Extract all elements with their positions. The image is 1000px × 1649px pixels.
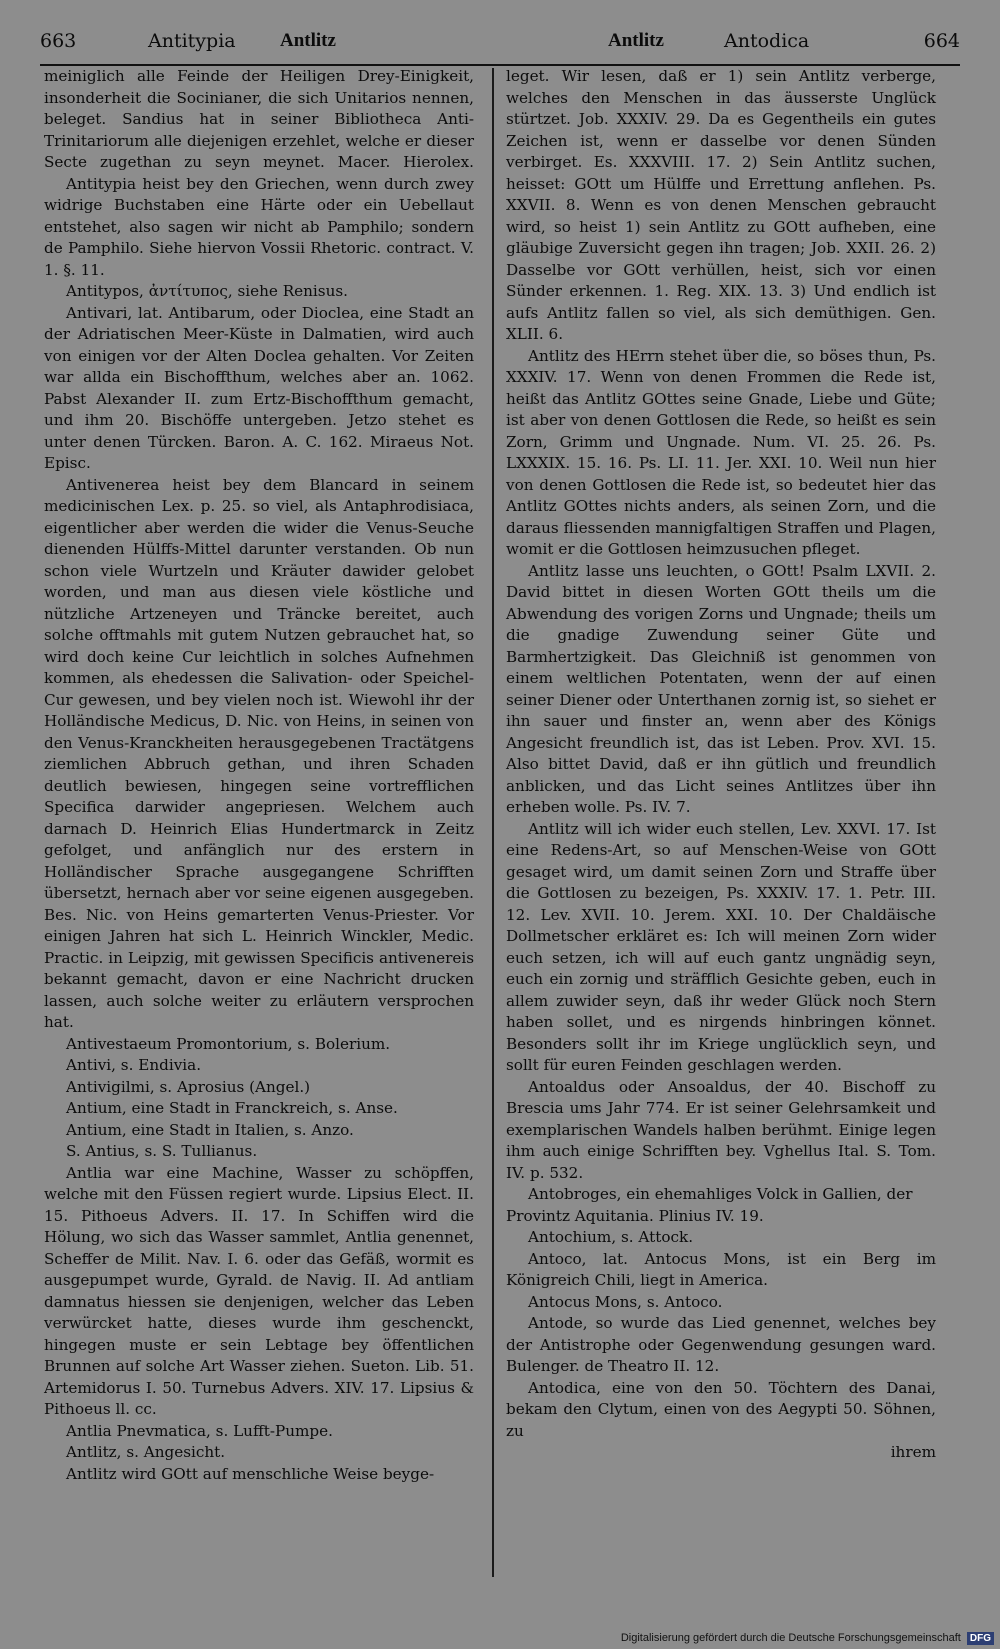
- entry-antlitz-stellen: Antlitz will ich wider euch stellen, Lev. XXVI. 17. Ist eine Redens-Art, so auf Menschen-Weise von GOtt gesaget wird, um damit seinen Zorn und Straffe über die Gottlosen zu bezeigen, Ps. XXXIV. 17. 1. Petr. III. 12. Lev. XVII. 10. Jerem. XXI. 10. Der Chaldäische Dollmetscher erkläret es: Ich will meinen Zorn wider euch setzen, ich will auf euch gantz ungnädig seyn, euch ein zornig und sträfflich Gesichte geben, euch in allem zuwider seyn, daß ihr weder Glück noch Stern haben sollet, und es nirgends hinbringen könnet. Besonders sollt ihr im Kriege unglücklich seyn, und sollt für euren Feinden geschlagen werden.: [506, 819, 936, 1074]
- column-divider: [492, 68, 494, 1577]
- entry-antlia: Antlia war eine Machine, Wasser zu schöpffen, welche mit den Füssen regiert wurde. Lipsius Elect. II. 15. Pithoeus Advers. II. 17. In Schiffen wird die Hölung, wo sich das Wasser sammlet, Antlia genennet, Scheffer de Milit. Nav. I. 6. oder das Gefäß, wormit es ausgepumpet wurde, Gyrald. de Navig. II. Ad antliam damnatus hiessen sie denjenigen, welcher das Leben verwürcket hatte, dieses wurde ihm geschenckt, hingegen muste er sein Lebtage bey öffentlichen Brunnen auf solche Art Wasser ziehen. Sueton. Lib. 51. Artemidorus I. 50. Turnebus Advers. XIV. 17. Lipsius & Pithoeus ll. cc.: [44, 1163, 474, 1418]
- dfg-logo: DFG: [967, 1632, 994, 1645]
- column-title-right: Antlitz: [608, 30, 664, 51]
- entry-antocus-mons: Antocus Mons, s. Antoco.: [528, 1292, 723, 1311]
- headword-right: Antodica: [724, 30, 810, 52]
- column-title-left: Antlitz: [280, 30, 336, 51]
- entry-antlitz-des-herrn: Antlitz des HErrn stehet über die, so böses thun, Ps. XXXIV. 17. Wenn von denen Frommen die Rede ist, heißt das Antlitz GOttes seine Gnade, Liebe und Güte; ist aber von denen Gottlosen die Rede, so heißt es sein Zorn, Grimm und Ungnade. Num. VI. 25. 26. Ps. LXXXIX. 15. 16. Ps. LI. 11. Jer. XXI. 10. Weil nun hier von denen Gottlosen die Rede ist, so bedeutet hier das Antlitz GOttes nichts anders, als seinen Zorn, und die daraus fliessenden mannigfaltigen Straffen und Plagen, womit er die Gottlosen heimzusuchen pfleget.: [506, 346, 936, 558]
- entry-antivi: Antivi, s. Endivia.: [66, 1056, 202, 1074]
- entry-antlitz-cont: leget. Wir lesen, daß er 1) sein Antlitz verberge, welches den Menschen in das äusserste Unglück stürtzet. Job. XXXIV. 29. Da es Gegentheils ein gutes Zeichen ist, wenn er dasselbe vor denen Sünden verbirget. Es. XXXVIII. 17. 2) Sein Antlitz suchen, heisset: GOtt um Hülffe und Errettung anflehen. Ps. XXVII. 8. Wenn es von denen Menschen gebraucht wird, so heist 1) sein Antlitz zu GOtt aufheben, eine gläubige Zuversicht gegen ihn tragen; Job. XXII. 26. 2) Dasselbe vor GOtt verhüllen, heist, sich vor einen Sünder erkennen. 1. Reg. XIX. 13. 3) Und endlich ist aufs Antlitz fallen so viel, als sich demüthigen. Gen. XLII. 6.: [506, 67, 936, 343]
- entry-antochium: Antochium, s. Attock.: [528, 1228, 694, 1246]
- entry-antivestaeum: Antivestaeum Promontorium, s. Bolerium.: [66, 1034, 391, 1053]
- entry-paragraph: meiniglich alle Feinde der Heiligen Drey-Einigkeit, insonderheit die Socinianer, die sich Unitarios nennen, beleget. Sandius hat in seiner Bibliotheca Anti-Trinitariorum alle diejenigen erzehlet, welche er dieser Secte zugethan zu seyn meynet. Macer. Hierolex.: [44, 67, 474, 171]
- entry-antivigilmi: Antivigilmi, s. Aprosius (Angel.): [66, 1077, 311, 1096]
- entry-s-antius: S. Antius, s. S. Tullianus.: [66, 1142, 258, 1160]
- entry-antlia-pnevmatica: Antlia Pnevmatica, s. Lufft-Pumpe.: [66, 1421, 333, 1440]
- entry-antitypia: Antitypia heist bey den Griechen, wenn durch zwey widrige Buchstaben eine Härte oder ein Uebellaut entstehet, also sagen wir nicht ab Pamphilo; sondern de Pamphilo. Siehe hiervon Vossii Rhetoric. contract. V. 1. §. 11.: [44, 174, 474, 279]
- entry-antitypos: Antitypos, ἀντίτυπος, siehe Renisus.: [66, 282, 348, 300]
- entry-antoaldus: Antoaldus oder Ansoaldus, der 40. Bischoff zu Brescia ums Jahr 774. Er ist seiner Gelehrsamkeit und exemplarischen Wandels halben berühmt. Einige legen ihm auch einige Schrifften bey. Vghellus Ital. S. Tom. IV. p. 532.: [506, 1077, 936, 1182]
- credit-text: Digitalisierung gefördert durch die Deutsche Forschungsgemeinschaft: [620, 1632, 961, 1644]
- entry-antlitz-start: Antlitz wird GOtt auf menschliche Weise beyge-: [66, 1464, 435, 1483]
- entry-antivenerea: Antivenerea heist bey dem Blancard in seinem medicinischen Lex. p. 25. so viel, als Antaphrodisiaca, eigentlicher aber werden die wider die Venus-Seuche dienenden Hülffs-Mittel darunter verstanden. Ob nun schon viele Wurtzeln und Kräuter dawider gelobet worden, und man aus diesen viele köstliche und nützliche Artzeneyen und Träncke bereitet, auch solche offtmahls mit gutem Nutzen gebrauchet hat, so wird doch keine Cur leichtlich in solches Aufnehmen kommen, als ehedessen die Salivation- oder Speichel-Cur gewesen, und bey vielen noch ist. Wiewohl ihr der Holländische Medicus, D. Nic. von Heins, in seinen von den Venus-Kranckheiten herausgegebenen Tractätgens ziemlichen Abbruch gethan, und ihren Schaden deutlich bewiesen, hingegen seine vortrefflichen Specifica darwider angepriesen. Welchem auch darnach D. Heinrich Elias Hundertmarck in Zeitz gefolget, und anfänglich nur des erstern in Holländischer Sprache ausgegangene Schrifften übersetzt, hernach aber vor seine eigenen ausgegeben. Bes. Nic. von Heins gemarterten Venus-Priester. Vor einigen Jahren hat sich L. Heinrich Winckler, Medic. Practic. in Leipzig, mit gewissen Specificis antivenereis bekannt gemacht, davon er eine Nachricht drucken lassen, auch solche weiter zu erläutern versprochen hat.: [44, 475, 474, 1031]
- entry-antoco: Antoco, lat. Antocus Mons, ist ein Berg im Königreich Chili, liegt in America.: [506, 1249, 936, 1289]
- digitization-credit: [621, 1632, 994, 1645]
- page-number-right: 664: [923, 30, 960, 52]
- entry-antode: Antode, so wurde das Lied genennet, welches bey der Antistrophe oder Gegenwendung gesungen ward. Bulenger. de Theatro II. 12.: [506, 1314, 936, 1375]
- left-column: [44, 66, 474, 1485]
- entry-antivari: Antivari, lat. Antibarum, oder Dioclea, eine Stadt an der Adriatischen Meer-Küste in Dalmatien, wird auch von einigen vor der Alten Doclea gehalten. Vor Zeiten war allda ein Bischoffthum, welches aber an. 1062. Pabst Alexander II. zum Ertz-Bischoffthum gemacht, und ihm 20. Bischöffe untergeben. Jetzo stehet es unter denen Türcken. Baron. A. C. 162. Miraeus Not. Episc.: [44, 303, 474, 472]
- page-header: [40, 30, 960, 62]
- entry-antodica: Antodica, eine von den 50. Töchtern des Danai, bekam den Clytum, einen von des Aegypti 50. Söhnen, zu: [506, 1378, 936, 1440]
- entry-antlitz-leuchten: Antlitz lasse uns leuchten, o GOtt! Psalm LXVII. 2. David bittet in diesen Worten GOtt theils um die Abwendung des vorigen Zorns und Ungnade; theils um die gnadige Zuwendung seiner Güte und Barmhertzigkeit. Das Gleichniß ist genommen von einem weltlichen Potentaten, wenn der auf einen seiner Diener oder Unterthanen zornig ist, so siehet er ihn sauer und finster an, wenn aber des Königs Angesicht freundlich ist, das ist Leben. Prov. XVI. 15. Also bittet David, daß er ihn gütlich und freundlich anblicken, und das Licht seines Antlitzes über ihn erheben wolle. Ps. IV. 7.: [506, 561, 936, 816]
- catchword: ihrem: [890, 1443, 936, 1461]
- entry-antlitz-ref: Antlitz, s. Angesicht.: [66, 1443, 226, 1461]
- entry-antium-italy: Antium, eine Stadt in Italien, s. Anzo.: [66, 1120, 354, 1139]
- page-number-left: 663: [40, 30, 77, 52]
- right-column: [506, 66, 936, 1464]
- entry-antium-france: Antium, eine Stadt in Franckreich, s. Anse.: [66, 1099, 398, 1117]
- headword-left: Antitypia: [148, 30, 236, 52]
- entry-antobroges: Antobroges, ein ehemahliges Volck in Gallien, der Provintz Aquitania. Plinius IV. 19.: [506, 1185, 913, 1225]
